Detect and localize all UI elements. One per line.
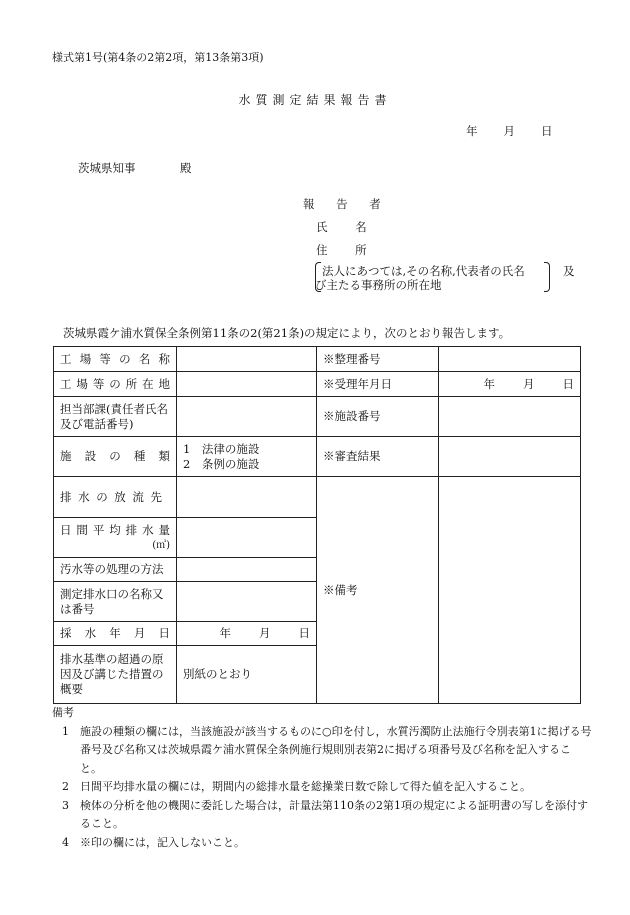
remarks-field	[439, 477, 581, 704]
reporter-label: 報 告 者	[303, 197, 390, 211]
form-number-label: 様式第1号(第4条の2第2項，第13条第3項)	[52, 51, 264, 64]
addressee-honorific: 殿	[180, 161, 192, 175]
note-item: 1 施設の種類の欄には，当該施設が該当するものに○印を付し，水質汚濁防止法施行令別表第1に掲げる号番号及び名称又は茨城県霞ケ浦水質保全条例施行規則別表第2に掲げる項番号及び名称を記入すること。	[62, 724, 592, 775]
note-item: 3 検体の分析を他の機関に委託した場合は，計量法第110条の2第1項の規定による証明書の写しを添付すること。	[62, 798, 588, 830]
document-title: 水質測定結果報告書	[238, 93, 392, 107]
discharge-dest-label: 排 水 の 放 流 先	[60, 489, 162, 504]
daily-avg-unit: (㎥)	[152, 539, 170, 551]
report-date	[466, 123, 553, 139]
sampling-year: 年	[219, 626, 231, 640]
facility-option-ordinance[interactable]: 2 条例の施設	[183, 456, 260, 471]
facility-number-label: ※施設番号	[317, 397, 439, 437]
reg-number-field	[439, 347, 581, 372]
discharge-dest-field[interactable]	[177, 477, 317, 518]
sampling-month: 月	[259, 626, 271, 640]
intro-statement: 茨城県霞ケ浦水質保全条例第11条の2(第21条)の規定により，次のとおり報告します。	[63, 326, 511, 340]
received-date-label: ※受理年月日	[317, 372, 439, 397]
reg-number-label: ※整理番号	[317, 347, 439, 372]
factory-name-label: 工 場 等 の 名 称	[60, 351, 170, 366]
excess-value: 別紙のとおり	[177, 646, 317, 704]
date-year-label: 年	[466, 124, 478, 138]
excess-label: 排水基準の超過の原因及び講じた措置の概要	[54, 646, 177, 704]
received-year: 年	[483, 376, 495, 391]
received-day: 日	[562, 376, 574, 391]
remarks-label: ※備考	[317, 477, 439, 704]
date-month-label: 月	[503, 124, 515, 138]
reporter-name-label: 氏 名	[316, 220, 379, 234]
addressee-name: 茨城県知事	[78, 161, 136, 175]
facility-type-field[interactable]	[177, 437, 317, 477]
reporter-address-label: 住 所	[316, 243, 379, 257]
sewage-method-label: 汚水等の処理の方法	[54, 558, 177, 582]
date-day-label: 日	[541, 124, 553, 138]
facility-type-label: 施 設 の 種 類	[60, 449, 170, 463]
review-result-label: ※審査結果	[317, 437, 439, 477]
corporate-note-suffix: 及	[563, 264, 575, 278]
bracket-right	[544, 262, 550, 292]
daily-avg-label: 日 間 平 均 排 水 量	[60, 522, 170, 537]
notes-heading: 備考	[52, 706, 74, 719]
sampling-date-field[interactable]	[177, 622, 317, 646]
dept-label: 担当部課(責任者氏名及び電話番号)	[54, 397, 177, 437]
factory-location-field[interactable]	[177, 372, 317, 397]
sampling-date-label: 採 水 年 月 日	[60, 626, 170, 640]
note-item: 4 ※印の欄には，記入しないこと。	[62, 835, 245, 849]
note-item: 2 日間平均排水量の欄には，期間内の総排水量を総操業日数で除して得た値を記入すること。	[62, 780, 531, 793]
report-form-table	[53, 346, 581, 704]
daily-avg-field[interactable]	[177, 518, 317, 558]
corporate-note-line1: 法人にあつては,その名称,代表者の氏名	[322, 264, 525, 278]
outlet-name-field[interactable]	[177, 582, 317, 622]
received-month: 月	[523, 376, 535, 391]
notes-section	[52, 704, 592, 852]
review-result-field	[439, 437, 581, 477]
sampling-day: 日	[298, 626, 310, 640]
factory-location-label: 工 場 等 の 所 在 地	[60, 376, 170, 391]
corporate-note	[315, 262, 575, 292]
corporate-note-line2: び主たる事務所の所在地	[315, 278, 442, 292]
dept-field[interactable]	[177, 397, 317, 437]
facility-option-law[interactable]: 1 法律の施設	[183, 441, 260, 456]
received-date-field	[439, 372, 581, 397]
sewage-method-field[interactable]	[177, 558, 317, 582]
facility-number-field	[439, 397, 581, 437]
factory-name-field[interactable]	[177, 347, 317, 372]
outlet-name-label: 測定排水口の名称又は番号	[54, 582, 177, 622]
